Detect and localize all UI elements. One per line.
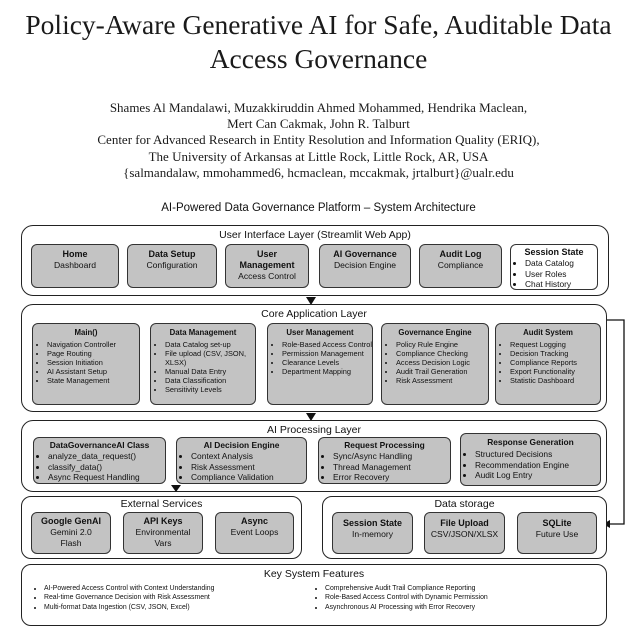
user-management-core-item: • Permission Management [282,349,372,358]
feature-item: • Real-time Governance Decision with Risk Assessment [44,593,302,602]
data-management-item: • File upload (CSV, JSON, XLSX) [165,349,255,367]
governance-engine-item: • Access Decision Logic [396,358,488,367]
ai-layer-title: AI Processing Layer [267,424,361,436]
ai-decision-engine-title: AI Decision Engine [203,440,280,450]
data-storage-title: Data storage [434,498,495,510]
figure-title: AI-Powered Data Governance Platform – System Architecture [161,202,476,214]
async-title: Async [240,516,268,526]
response-generation-title: Response Generation [487,437,574,447]
request-processing-title: Request Processing [344,440,425,450]
sqlite-box [517,512,597,554]
api-keys-sub: Environmental Vars [135,527,191,548]
async-box [215,512,294,554]
data-management-item: • Data Catalog set-up [165,340,255,349]
home-box [31,244,119,288]
audit-system-item: • Request Logging [510,340,600,349]
audit-system-list [496,340,600,385]
file-upload-title: File Upload [440,518,489,528]
datagovernanceai-class-box [33,437,166,484]
audit-system-item: • Decision Tracking [510,349,600,358]
ui-layer [21,225,609,296]
request-processing-box [318,437,451,484]
async-sub: Event Loops [230,527,279,537]
request-processing-list [319,451,450,483]
data-management-item: • Manual Data Entry [165,367,255,376]
authors-line-2: Mert Can Cakmak, John R. Talburt [227,116,410,132]
user-management-box-title: User Management [239,249,295,270]
ai-governance-box-title: AI Governance [333,249,397,259]
session-state-storage-sub: In-memory [351,529,394,539]
datagovernanceai-title: DataGovernanceAI Class [49,440,150,450]
user-management-box [225,244,309,288]
session-state-storage-box [332,512,413,554]
request-processing-item: • Error Recovery [333,472,450,483]
main-box-item: • State Management [47,376,139,385]
features-right-list [313,584,598,612]
sqlite-sub: Future Use [535,529,579,539]
paper-title-line: Policy-Aware Generative AI for Safe, Auditable Data Access Governance [25,9,612,74]
ai-decision-engine-list [177,451,306,483]
session-state-box [510,244,598,290]
feature-item: • Comprehensive Audit Trail Compliance Reporting [325,584,598,593]
key-features-title: Key System Features [263,568,365,580]
key-features-box [21,564,607,626]
user-management-core-box [267,323,373,405]
governance-engine-item: • Policy Rule Engine [396,340,488,349]
sqlite-title: SQLite [542,518,572,528]
response-generation-list [461,449,600,481]
data-management-item: • Data Classification [165,376,255,385]
features-right-column [313,584,598,612]
home-box-title: Home [62,249,88,259]
data-setup-box [127,244,217,288]
feature-item: • AI-Powered Access Control with Context Understanding [44,584,302,593]
data-management-box [150,323,256,405]
response-generation-item: • Recommendation Engine [475,460,600,471]
request-processing-item: • Sync/Async Handling [333,451,450,462]
request-processing-item: • Thread Management [333,462,450,473]
audit-system-item: • Compliance Reports [510,358,600,367]
audit-log-box-title: Audit Log [439,249,482,259]
datagovernanceai-item: • analyze_data_request() [48,451,165,462]
google-genai-box [31,512,111,554]
data-storage-layer [322,496,607,559]
response-generation-item: • Structured Decisions [475,449,600,460]
home-box-sub: Dashboard [53,260,97,270]
session-state-list [511,258,597,290]
file-upload-sub: CSV/JSON/XLSX [430,529,499,539]
audit-to-storage-connector [607,320,624,524]
feature-item: • Multi-format Data Ingestion (CSV, JSON, Excel) [44,603,302,612]
affiliation-line-2: The University of Arkansas at Little Rock, Little Rock, AR, USA [148,148,489,164]
api-keys-box [123,512,203,554]
ai-decision-engine-item: • Compliance Validation [191,472,306,483]
data-setup-box-title: Data Setup [148,249,196,259]
feature-item: • Role-Based Access Control with Dynamic Permission [325,593,598,602]
governance-engine-list [382,340,488,385]
data-setup-box-sub: Configuration [146,260,198,270]
datagovernanceai-list [34,451,165,483]
ai-governance-box-sub: Decision Engine [333,260,397,270]
google-genai-sub: Gemini 2.0 Flash [50,527,92,548]
governance-engine-item: • Audit Trail Generation [396,367,488,376]
user-management-core-title: User Management [286,328,354,337]
ui-layer-title: User Interface Layer (Streamlit Web App) [219,229,411,241]
ai-governance-box [319,244,411,288]
datagovernanceai-item: • classify_data() [48,462,165,473]
main-box-title: Main() [74,328,98,337]
ai-processing-layer [21,420,607,492]
author-emails: {salmandalaw, mmohammed6, hcmaclean, mccakmak, jrtalburt}@ualr.edu [123,164,514,180]
response-generation-item: • Audit Log Entry [475,470,600,481]
audit-system-item: • Statistic Dashboard [510,376,600,385]
main-box [32,323,140,405]
datagovernanceai-item: • Async Request Handling [48,472,165,483]
ai-decision-engine-item: • Context Analysis [191,451,306,462]
core-application-layer [21,304,607,412]
core-layer-title: Core Application Layer [261,308,367,320]
session-state-item: • Chat History [525,279,597,290]
session-state-item: • Data Catalog [525,258,597,269]
main-box-item: • Navigation Controller [47,340,139,349]
user-management-box-sub: Access Control [238,271,296,281]
ai-decision-engine-item: • Risk Assessment [191,462,306,473]
user-management-core-item: • Role-Based Access Control [282,340,372,349]
ai-decision-engine-box [176,437,307,484]
data-management-item: • Sensitivity Levels [165,385,255,394]
affiliation-line-1: Center for Advanced Research in Entity Resolution and Information Quality (ERIQ), [97,132,540,148]
user-management-core-item: • Department Mapping [282,367,372,376]
google-genai-title: Google GenAI [40,516,101,526]
feature-item: • Asynchronous AI Processing with Error Recovery [325,603,598,612]
main-box-item: • Session Initiation [47,358,139,367]
main-box-list [33,340,139,385]
audit-log-box-sub: Compliance [437,260,484,270]
audit-log-box [419,244,502,288]
data-management-list [151,340,255,394]
session-state-storage-title: Session State [342,518,403,528]
response-generation-box [460,433,601,486]
main-box-item: • Page Routing [47,349,139,358]
session-state-item: • User Roles [525,269,597,280]
main-box-item: • AI Assistant Setup [47,367,139,376]
session-state-box-title: Session State [524,247,584,257]
audit-system-item: • Export Functionality [510,367,600,376]
api-keys-title: API Keys [143,516,183,526]
governance-engine-item: • Compliance Checking [396,349,488,358]
data-management-box-title: Data Management [169,328,237,337]
governance-engine-box [381,323,489,405]
external-services-title: External Services [120,498,203,510]
audit-system-box [495,323,601,405]
user-management-core-list [268,340,372,376]
governance-engine-item: • Risk Assessment [396,376,488,385]
audit-system-title: Audit System [523,328,573,337]
external-services-layer [21,496,302,559]
features-left-list [32,584,302,612]
authors-line-1: Shames Al Mandalawi, Muzakkiruddin Ahmed Mohammed, Hendrika Maclean, [109,100,528,115]
features-left-column [32,584,302,612]
arrow-down-icon [171,485,181,492]
governance-engine-title: Governance Engine [398,328,472,337]
user-management-core-item: • Clearance Levels [282,358,372,367]
file-upload-box [424,512,505,554]
